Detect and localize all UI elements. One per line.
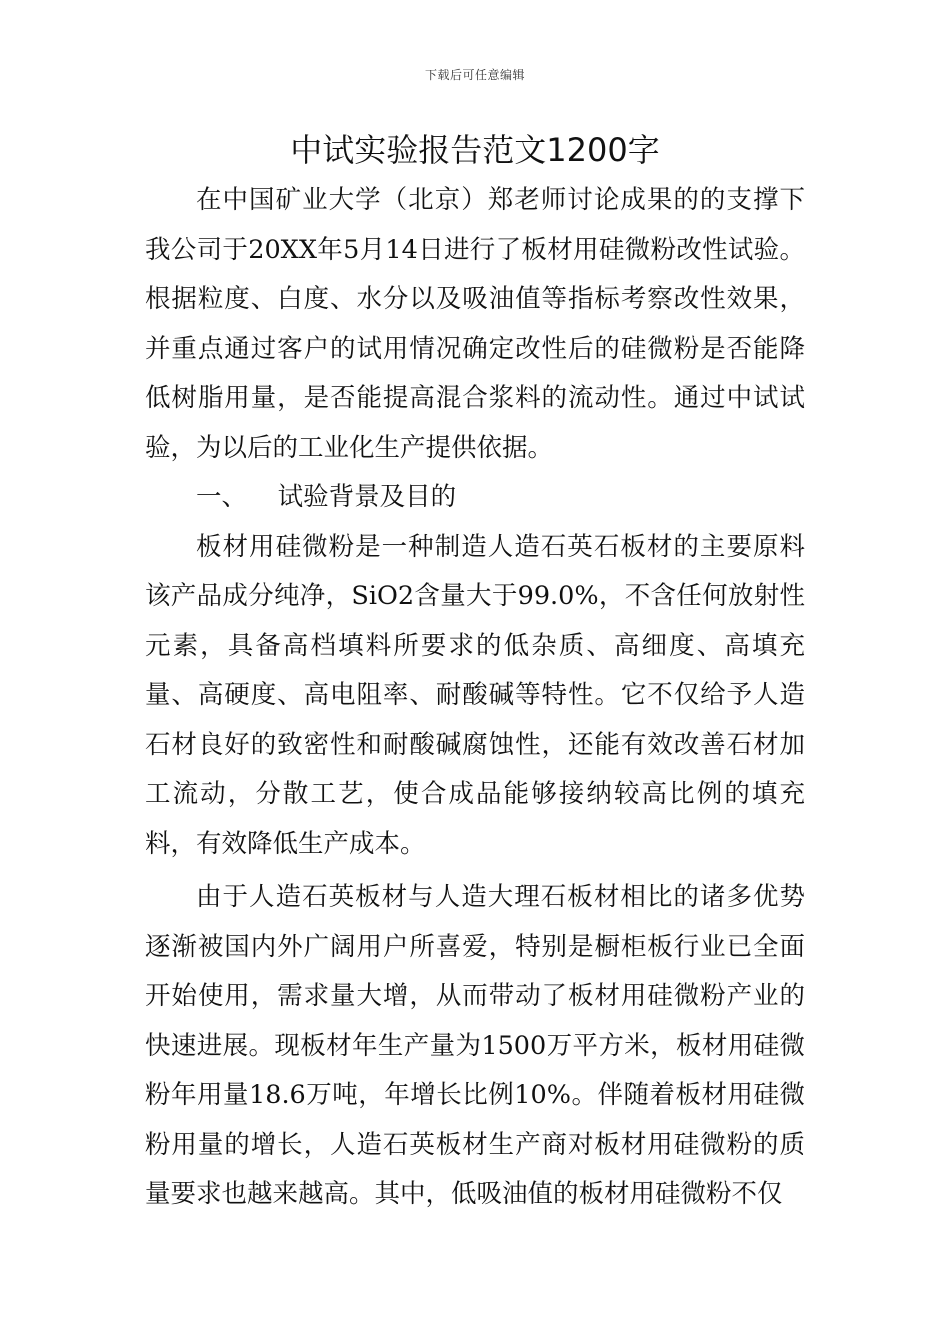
section-heading — [145, 473, 805, 523]
page-title: 中试实验报告范文1200字 — [290, 131, 660, 169]
paragraph-intro: 在中国矿业大学（北京）郑老师讨论成果的的支撑下我公司于20XX年5月14日进行了板材用硅微粉改性试验。根据粒度、白度、水分以及吸油值等指标考察改性效果，并重点通过客户的试用情况确定改性后的硅微粉是否能降低树脂用量，是否能提高混合浆料的流动性。通过中试试验，为以后的工业化生产提供依据。 — [145, 185, 805, 463]
header-note: 下载后可任意编辑 — [424, 68, 525, 82]
section-heading-text: 试验背景及目的 — [277, 482, 457, 512]
paragraph-market: 由于人造石英板材与人造大理石板材相比的诸多优势逐渐被国内外广阔用户所喜爱，特别是橱柜板行业已全面开始使用，需求量大增，从而带动了板材用硅微粉产业的快速进展。现板材年生产量为1500万平方米，板材用硅微粉年用量18.6万吨，年增长比例10%。伴随着板材用硅微粉用量的增长，人造石英板材生产商对板材用硅微粉的质量要求也越来越高。其中，低吸油值的板材用硅微粉不仅 — [145, 882, 805, 1209]
paragraph-background: 板材用硅微粉是一种制造人造石英石板材的主要原料该产品成分纯净，SiO2含量大于99.0%，不含任何放射性元素，具备高档填料所要求的低杂质、高细度、高填充量、高硬度、高电阻率、耐酸碱等特性。它不仅给予人造石材良好的致密性和耐酸碱腐蚀性，还能有效改善石材加工流动，分散工艺，使合成品能够接纳较高比例的填充料，有效降低生产成本。 — [145, 531, 805, 859]
document-body — [145, 176, 805, 1220]
section-heading-number: 一、 — [196, 482, 248, 512]
